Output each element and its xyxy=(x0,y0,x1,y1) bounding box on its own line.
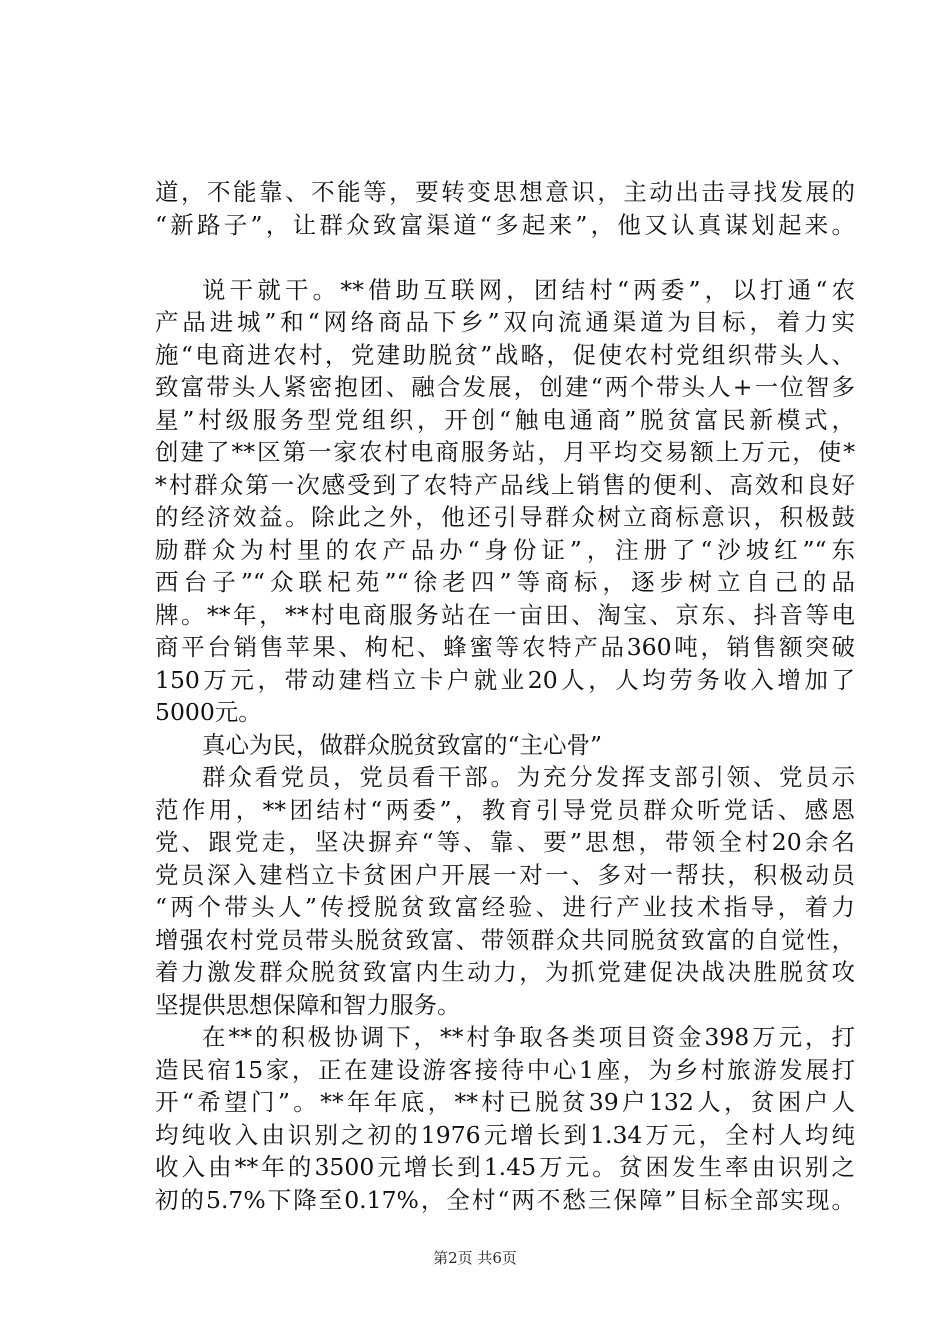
text-line: 产品进城”和“网络商品下乡”双向流通渠道为目标，着力实 xyxy=(155,308,855,336)
text-line: 说干就干。**借助互联网，团结村“两委”，以打通“农 xyxy=(202,275,855,304)
text-line: 励群众为村里的农产品办“身份证”，注册了“沙坡红”“东 xyxy=(155,535,855,564)
text-line: 的经济效益。除此之外，他还引导群众树立商标意识，积极鼓 xyxy=(155,503,855,531)
text-line: 初的5.7%下降至0.17%，全村“两不愁三保障”目标全部实现。 xyxy=(155,1185,855,1214)
text-line: 在**的积极协调下，**村争取各类项目资金398万元，打 xyxy=(202,1023,855,1051)
text-line: 群众看党员，党员看干部。为充分发挥支部引领、党员示 xyxy=(202,763,855,791)
text-line: 着力激发群众脱贫致富内生动力，为抓党建促决战决胜脱贫攻 xyxy=(155,958,855,986)
text-line: 牌。**年，**村电商服务站在一亩田、淘宝、京东、抖音等电 xyxy=(155,600,855,629)
text-line: 150万元，带动建档立卡户就业20人，人均劳务收入增加了 xyxy=(155,665,855,694)
text-line: 均纯收入由识别之初的1976元增长到1.34万元，全村人均纯 xyxy=(155,1120,855,1149)
text-line: 党员深入建档立卡贫困户开展一对一、多对一帮扶，积极动员 xyxy=(155,860,855,889)
text-line: 坚提供思想保障和智力服务。 xyxy=(155,990,461,1019)
text-line: 党、跟党走，坚决摒弃“等、靠、要”思想，带领全村20余名 xyxy=(155,828,855,856)
text-line: 致富带头人紧密抱团、融合发展，创建“两个带头人+一位智多 xyxy=(155,373,855,401)
text-line: 西台子”“众联杞苑”“徐老四”等商标，逐步树立自己的品 xyxy=(155,568,855,596)
text-line: 开“希望门”。**年年底，**村已脱贫39户132人，贫困户人 xyxy=(155,1088,855,1116)
paragraph-1 xyxy=(155,176,855,241)
text-line: 施“电商进农村，党建助脱贫”战略，促使农村党组织带头人、 xyxy=(155,340,855,369)
text-line: 范作用，**团结村“两委”，教育引导党员群众听党话、感恩 xyxy=(155,795,855,824)
text-line: 收入由**年的3500元增长到1.45万元。贫困发生率由识别之 xyxy=(155,1153,855,1181)
text-line: 造民宿15家，正在建设游客接待中心1座，为乡村旅游发展打 xyxy=(155,1055,855,1084)
text-line: *村群众第一次感受到了农特产品线上销售的便利、高效和良好 xyxy=(155,470,855,499)
text-line: 道，不能靠、不能等，要转变思想意识，主动出击寻找发展的 xyxy=(155,178,855,206)
paragraph-2 xyxy=(155,274,855,729)
text-line: 5000元。 xyxy=(155,698,262,726)
text-line: “两个带头人”传授脱贫致富经验、进行产业技术指导，着力 xyxy=(155,893,855,921)
paragraph-3 xyxy=(155,761,855,1021)
text-line: 商平台销售苹果、枸杞、蜂蜜等农特产品360吨，销售额突破 xyxy=(155,633,855,661)
text-line: 星”村级服务型党组织，开创“触电通商”脱贫富民新模式， xyxy=(155,405,855,434)
page-number-footer: 第2页 共6页 xyxy=(433,1249,517,1267)
text-line: 创建了**区第一家农村电商服务站，月平均交易额上万元，使* xyxy=(155,438,855,466)
text-line: 增强农村党员带头脱贫致富、带领群众共同脱贫致富的自觉性， xyxy=(155,925,855,954)
paragraph-gap xyxy=(155,241,855,274)
document-body xyxy=(155,176,855,1216)
paragraph-4 xyxy=(155,1021,855,1216)
section-heading: 真心为民，做群众脱贫致富的“主心骨” xyxy=(202,730,603,759)
text-line: “新路子”，让群众致富渠道“多起来”，他又认真谋划起来。 xyxy=(155,210,855,239)
